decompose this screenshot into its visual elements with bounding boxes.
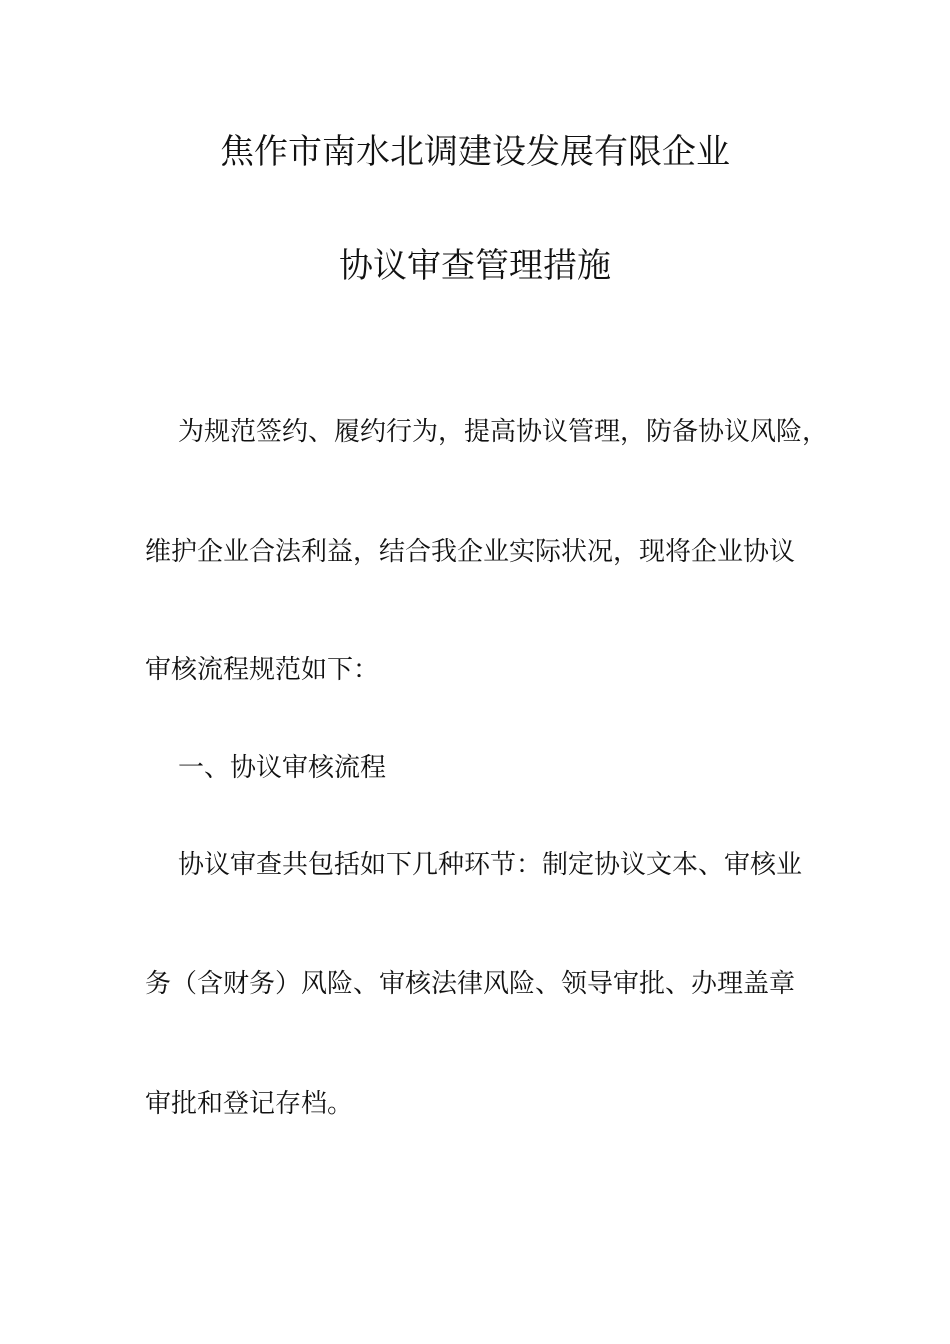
paragraph-2-line-3: 审批和登记存档。 [145, 1089, 354, 1119]
paragraph-1-line-1: 为规范签约、履约行为，提高协议管理，防备协议风险， [178, 417, 829, 447]
document-title-line-1: 焦作市南水北调建设发展有限企业 [220, 132, 730, 172]
paragraph-1-line-3: 审核流程规范如下： [145, 655, 380, 685]
document-title-line-2: 协议审查管理措施 [339, 246, 611, 286]
section-heading: 一、协议审核流程 [178, 753, 387, 783]
paragraph-2-line-2: 务（含财务）风险、审核法律风险、领导审批、办理盖章 [145, 969, 796, 999]
paragraph-2-line-1: 协议审查共包括如下几种环节：制定协议文本、审核业 [178, 850, 803, 880]
paragraph-1-line-2: 维护企业合法利益，结合我企业实际状况，现将企业协议 [145, 537, 796, 567]
